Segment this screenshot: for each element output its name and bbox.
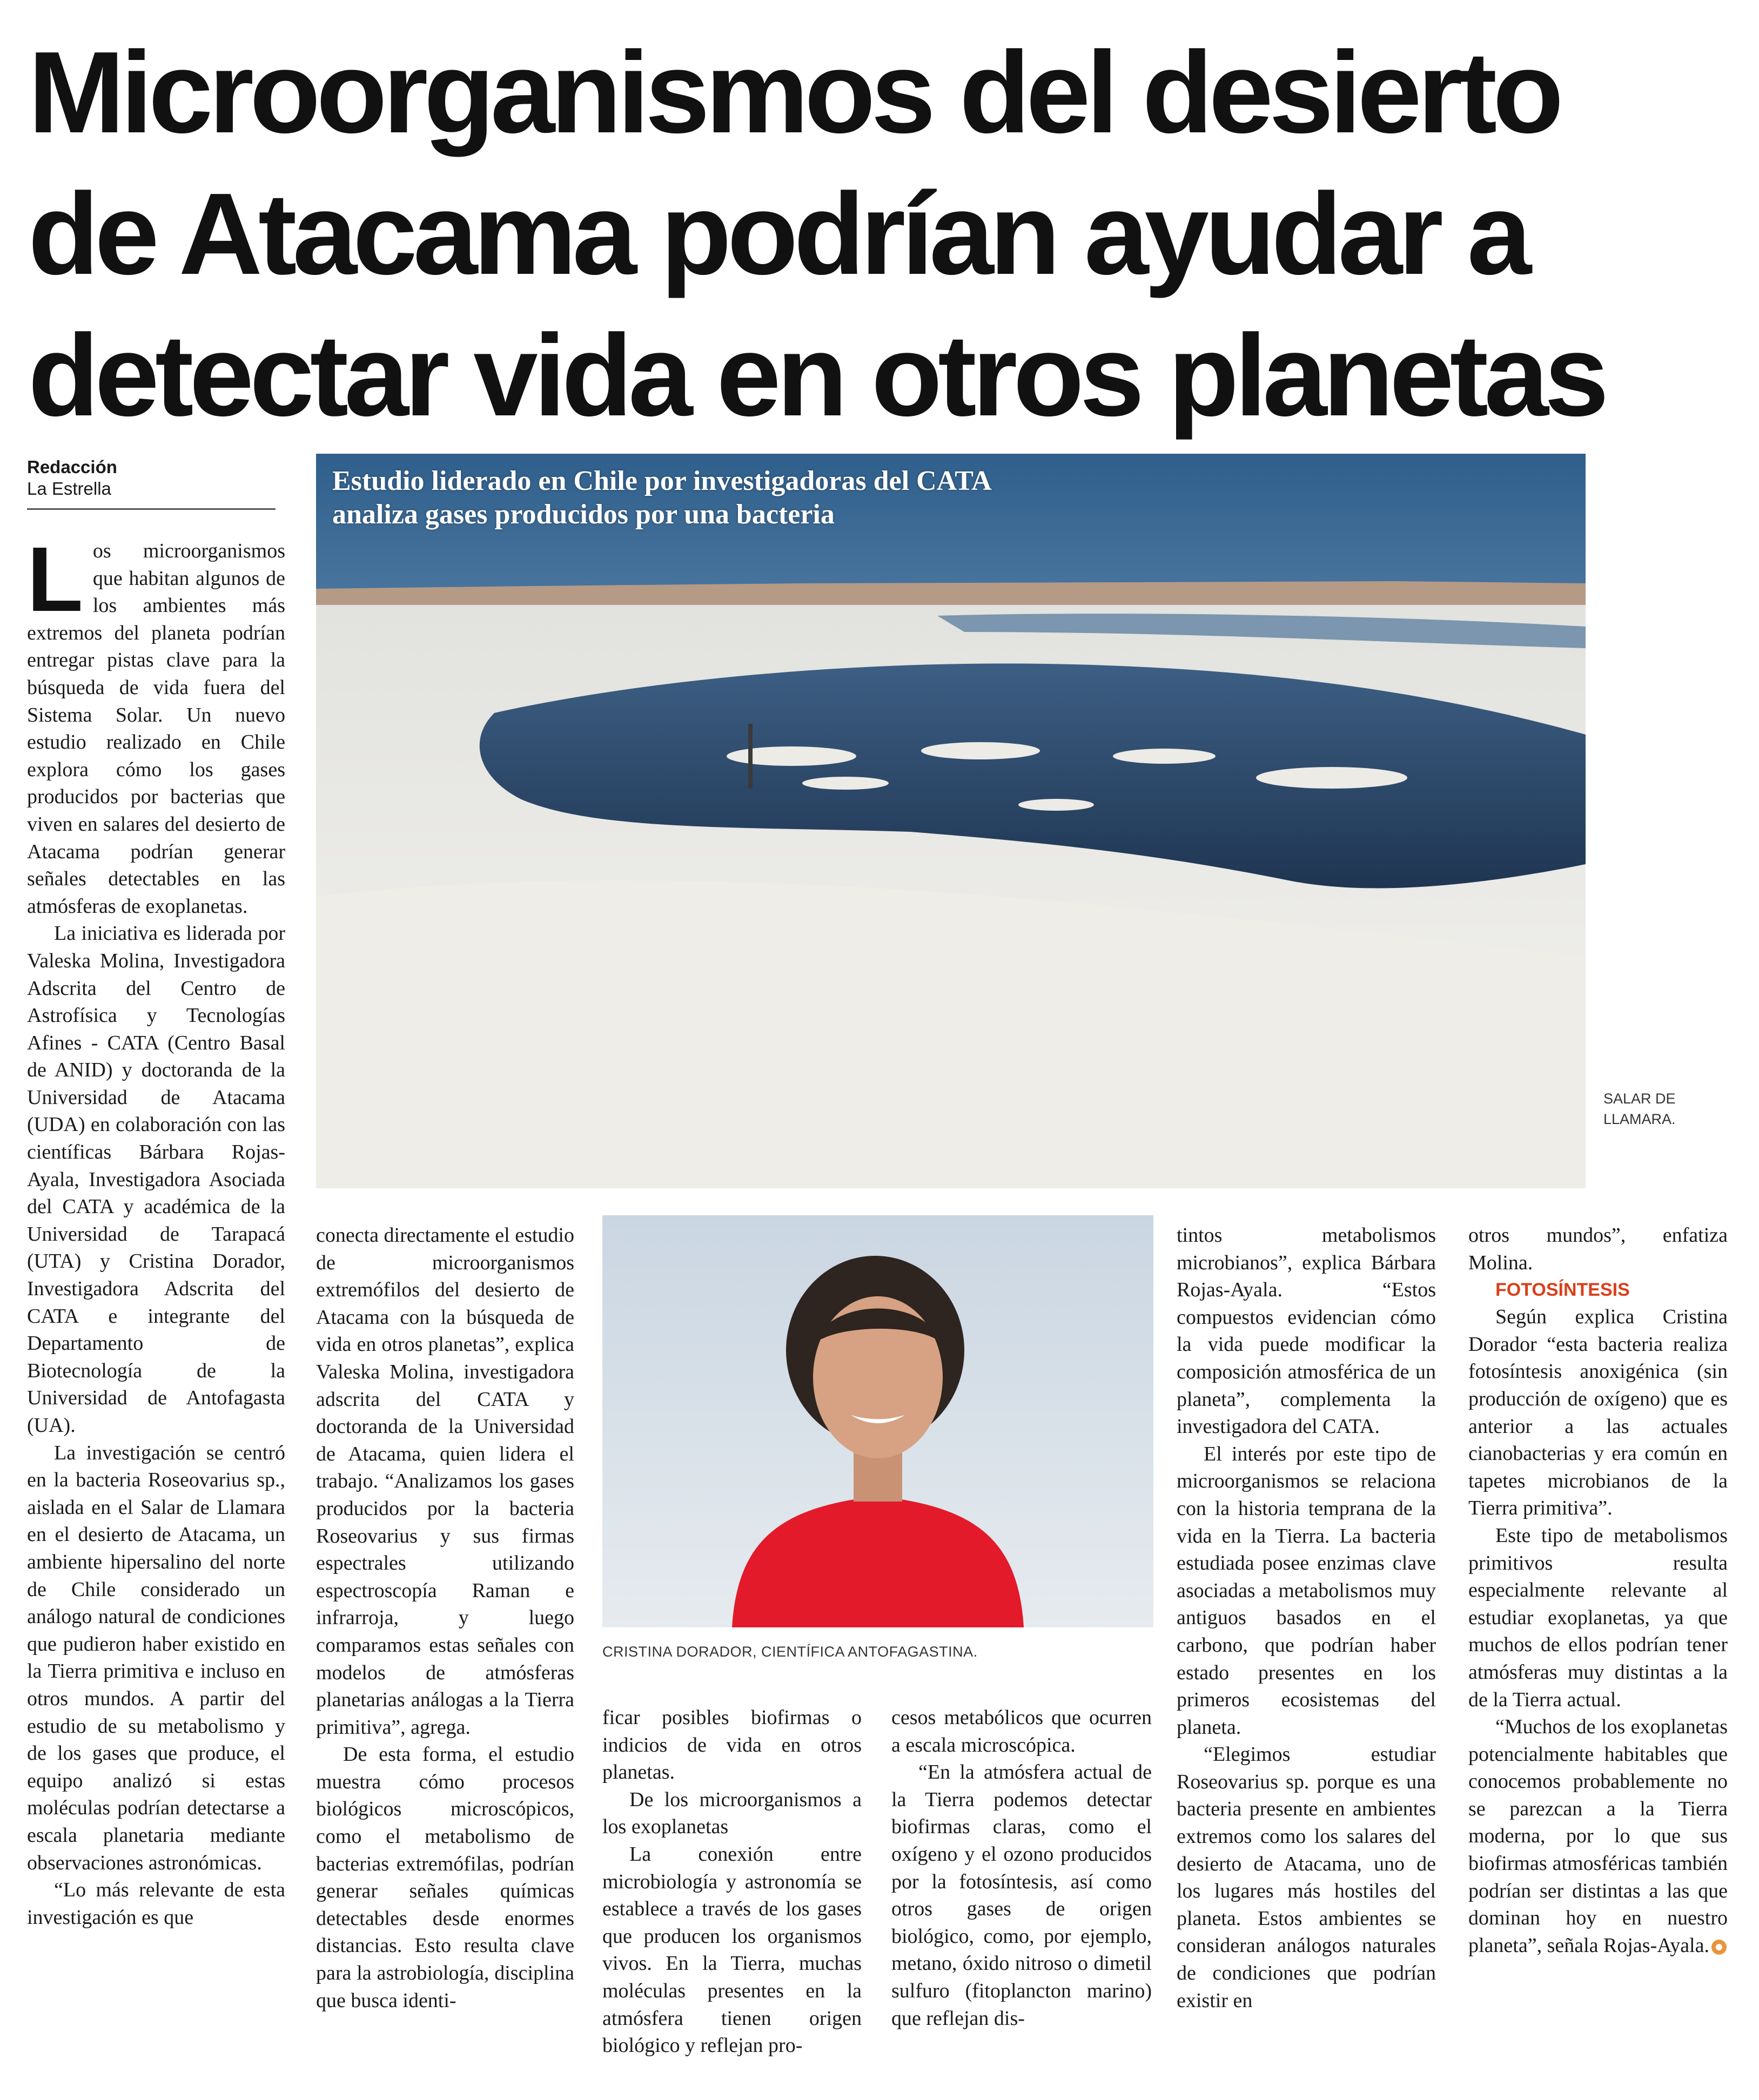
paragraph: otros mundos”, enfatiza Molina. (1468, 1224, 1728, 1274)
byline-divider (27, 508, 276, 510)
article-column-5 (1177, 1222, 1436, 2014)
paragraph: De esta forma, el estudio muestra cómo procesos biológicos microscópicos, como el metabolismo de bacterias extremófilas, podrían generar señales químicas detectables desde enormes distancias. Esto resulta clave para la astrobiología, disciplina que busca identi- (316, 1743, 574, 2012)
article-column-6 (1468, 1222, 1728, 1959)
article-column-4 (891, 1704, 1152, 2032)
paragraph: La iniciativa es liderada por Valeska Molina, Investigadora Adscrita del Centro de Astrofísica y Tecnologías Afines - CATA (Centro Basal de ANID) y doctoranda de la Universidad de Atacama (UDA) en colaboración con las científicas Bárbara Rojas-Ayala, Investigadora Asociada del CATA y académica de la Universidad de Tarapacá (UTA) y Cristina Dorador, Investigadora Adscrita del CATA e integrante del Departamento de Biotecnología de la Universidad de Antofagasta (UA). (27, 922, 285, 1437)
paragraph: “Elegimos estudiar Roseovarius sp. porque es una bacteria presente en ambientes extremos como los salares del desierto de Atacama, uno de los lugares más hostiles del planeta. Estos ambientes se consideran análogos naturales de condiciones que podrían existir en (1177, 1743, 1436, 2012)
paragraph: conecta directamente el estudio de microorganismos extremófilos del desierto de Atacama con la búsqueda de vida en otros planetas”, explica Valeska Molina, investigadora adscrita del CATA y doctoranda de la Universidad de Atacama, quien lidera el trabajo. “Analizamos los gases producidos por la bacteria Roseovarius y sus firmas espectrales utilizando espectroscopía Raman e infrarroja, y luego comparamos estas señales con modelos de atmósferas planetarias análogas a la Tierra primitiva”, agrega. (316, 1224, 574, 1739)
paragraph: De los microorganismos a los exoplanetas (602, 1788, 862, 1839)
article-column-2 (316, 1222, 574, 2014)
paragraph (1468, 1713, 1728, 1959)
headline-line-2: de Atacama podrían ayudar a (28, 169, 1528, 299)
portrait-caption: CRISTINA DORADOR, CIENTÍFICA ANTOFAGASTINA. (602, 1644, 978, 1660)
paragraph: “Lo más relevante de esta investigación es que (27, 1879, 285, 1929)
salar-landscape-illustration (316, 454, 1586, 1188)
salar-photo-caption: SALAR DE LLAMARA. (1603, 1091, 1676, 1127)
paragraph: El interés por este tipo de microorganismos se relaciona con la historia temprana de la vida en la Tierra. La bacteria estudiada posee enzimas clave asociadas a metabolismos muy antiguos basados en el carbono, que podrían haber estado presentes en los primeros ecosistemas del planeta. (1177, 1442, 1436, 1739)
article-column-3 (602, 1704, 862, 2059)
portrait-illustration (602, 1215, 1153, 1627)
paragraph: La conexión entre microbiología y astronomía se establece a través de los gases que producen los organismos vivos. En la Tierra, muchas moléculas presentes en la atmósfera tienen origen biológico y reflejan pro- (602, 1842, 862, 2057)
paragraph: tintos metabolismos microbianos”, explica Bárbara Rojas-Ayala. “Estos compuestos evidencian cómo la vida puede modificar la composición atmosférica de un planeta”, complementa la investigadora del CATA. (1177, 1224, 1436, 1438)
drop-cap: L (27, 528, 83, 631)
paragraph: ficar posibles biofirmas o indicios de vida en otros planetas. (602, 1706, 862, 1784)
paragraph-text: “Muchos de los exoplanetas potencialmente habitables que conocemos probablemente no se parezcan a la Tierra moderna, por lo que sus biofirmas atmosféricas también podrían ser distintas a las que dominan hoy en nuestro planeta”, señala Rojas-Ayala. (1468, 1715, 1728, 1957)
headline-line-1: Microorganismos del desierto (28, 27, 1560, 157)
paragraph-text: os microorganismos que habitan algunos de los ambientes más extremos del planeta podrían entregar pistas clave para la búsqueda de vida fuera del Sistema Solar. Un nuevo estudio realizado en Chile explora cómo los gases producidos por bacterias que viven en salares del desierto de Atacama podrían generar señales detectables en las atmósferas de exoplanetas. (27, 540, 285, 918)
paragraph: cesos metabólicos que ocurren a escala microscópica. (891, 1706, 1152, 1756)
byline-outlet: La Estrella (27, 479, 111, 499)
portrait-photo (602, 1215, 1153, 1627)
headline (28, 22, 1735, 446)
end-of-article-icon (1711, 1940, 1727, 1955)
paragraph: “En la atmósfera actual de la Tierra podemos detectar biofirmas claras, como el oxígeno y el ozono producidos por la fotosíntesis, así como otros gases de origen biológico, como, por ejemplo, metano, óxido nitroso o dimetil sulfuro (fitoplancton marino) que reflejan dis- (891, 1761, 1152, 2030)
byline (27, 456, 276, 510)
article-column-1 (27, 528, 285, 1931)
paragraph (27, 528, 285, 920)
salar-photo (316, 454, 1586, 1188)
section-subhead: FOTOSÍNTESIS (1495, 1280, 1630, 1301)
paragraph: Según explica Cristina Dorador “esta bacteria realiza fotosíntesis anoxigénica (sin producción de oxígeno) que es anterior a las actuales cianobacterias y era común en tapetes microbianos de la Tierra primitiva”. (1468, 1305, 1728, 1520)
headline-line-3: detectar vida en otros planetas (28, 310, 1605, 440)
paragraph: La investigación se centró en la bacteria Roseovarius sp., aislada en el Salar de Llamara en el desierto de Atacama, un ambiente hipersalino del norte de Chile considerado un análogo natural de condiciones que pudieron haber existido en la Tierra primitiva e incluso en otros mundos. A partir del estudio de su metabolismo y de los gases que produce, el equipo analizó si estas moléculas podrían detectarse a escala planetaria mediante observaciones astronómicas. (27, 1441, 285, 1874)
photo-kicker: Estudio liderado en Chile por investigadoras del CATA analiza gases producidos por una bacteria (332, 466, 990, 530)
byline-author: Redacción (27, 457, 117, 477)
paragraph: Este tipo de metabolismos primitivos resulta especialmente relevante al estudiar exoplanetas, ya que muchos de ellos podrían tener atmósferas muy distintas a la de la Tierra actual. (1468, 1524, 1728, 1711)
